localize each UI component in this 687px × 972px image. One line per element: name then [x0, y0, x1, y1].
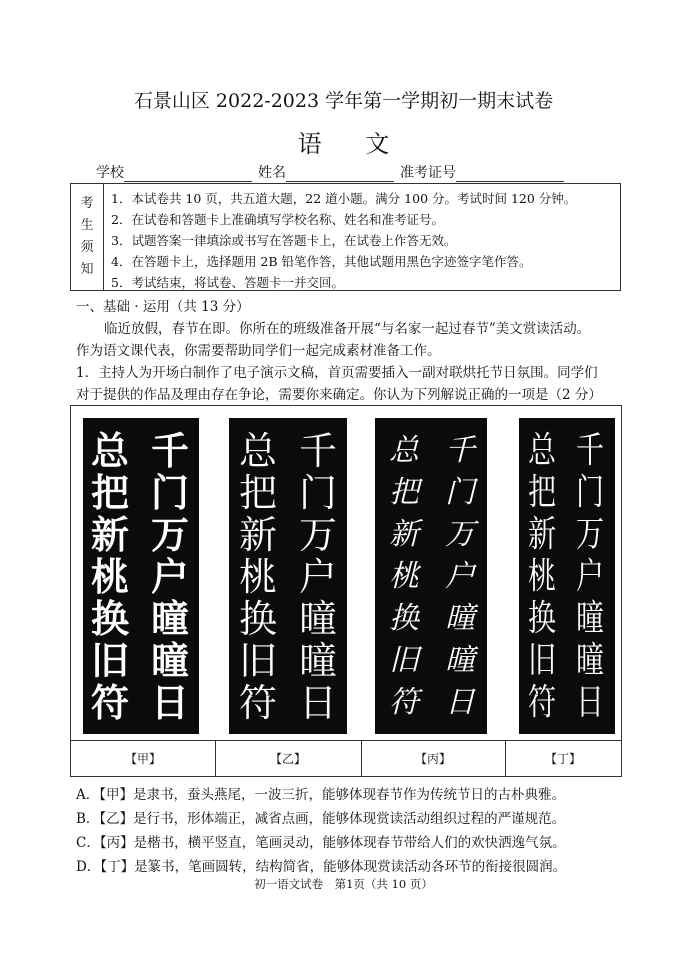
calligraphy-char: 门	[298, 471, 337, 515]
calligraphy-char: 曈	[150, 639, 189, 683]
option-c[interactable]: C．【丙】是楷书，横平竖直，笔画灵动，能够体现春节带给人们的欢快洒逸气氛。	[76, 835, 566, 851]
notice-list	[111, 188, 616, 293]
couplet-lower-line	[381, 430, 427, 724]
calligraphy-char: 桃	[90, 555, 129, 599]
couplet-upper-line	[567, 430, 613, 724]
option-a[interactable]: A．【甲】是隶书，蚕头燕尾，一波三折，能够体现春节作为传统节日的古朴典雅。	[76, 787, 565, 803]
calligraphy-char: 总	[527, 430, 557, 471]
calligraphy-gallery	[70, 405, 622, 777]
calligraphy-char: 户	[150, 555, 189, 599]
page-footer: 初一语文试卷 第1页（共 10 页）	[254, 877, 433, 891]
couplet-panel-yi	[229, 418, 347, 734]
calligraphy-char: 换	[389, 601, 419, 636]
notice-item: 2．在试卷和答题卡上准确填写学校名称、姓名和准考证号。	[111, 212, 444, 227]
question-1-line-2: 对于提供的作品及理由存在争论，需要你来确定。你认为下列解说正确的一项是（2 分）	[76, 387, 602, 403]
caption-row-divider	[71, 740, 621, 741]
calligraphy-char: 曈	[575, 598, 605, 639]
caption-bing: 【丙】	[414, 752, 451, 766]
caption-yi: 【乙】	[269, 752, 306, 766]
couplet-panel-ding	[519, 418, 615, 734]
calligraphy-char: 万	[445, 517, 475, 552]
calligraphy-char: 桃	[389, 559, 419, 594]
calligraphy-char: 万	[298, 513, 337, 557]
notice-item: 3．试题答案一律填涂或书写在答题卡上，在试卷上作答无效。	[111, 233, 457, 248]
school-field[interactable]	[124, 165, 252, 182]
calligraphy-char: 千	[445, 433, 475, 468]
calligraphy-char: 千	[150, 429, 189, 473]
calligraphy-char: 曈	[445, 601, 475, 636]
calligraphy-char: 桃	[238, 555, 277, 599]
calligraphy-char: 户	[575, 556, 605, 597]
intro-line-1: 临近放假，春节在即。你所在的班级准备开展“与名家一起过春节”美文赏读活动。	[104, 321, 591, 337]
couplet-upper-line	[147, 430, 193, 724]
notice-label	[71, 184, 104, 290]
calligraphy-char: 千	[575, 430, 605, 471]
couplet-upper-line	[295, 430, 341, 724]
couplet-panel-bing	[375, 418, 487, 734]
calligraphy-char: 门	[150, 471, 189, 515]
calligraphy-char: 日	[575, 682, 605, 723]
calligraphy-char: 曈	[298, 639, 337, 683]
notice-label-char: 考	[80, 196, 94, 211]
option-d[interactable]: D．【丁】是篆书，笔画圆转，结构简省，能够体现赏读活动各环节的衔接很圆润。	[76, 859, 567, 875]
notice-label-char: 知	[80, 262, 94, 277]
exam-id-field[interactable]	[456, 165, 564, 182]
calligraphy-char: 符	[238, 681, 277, 725]
candidate-info-row	[96, 162, 570, 182]
calligraphy-char: 曈	[575, 640, 605, 681]
calligraphy-char: 门	[575, 472, 605, 513]
name-label: 姓名	[258, 165, 286, 181]
candidate-notice-box	[70, 183, 621, 291]
calligraphy-char: 万	[575, 514, 605, 555]
calligraphy-char: 日	[445, 685, 475, 720]
calligraphy-char: 曈	[150, 597, 189, 641]
calligraphy-char: 新	[527, 514, 557, 555]
intro-line-2: 作为语文课代表，你需要帮助同学们一起完成素材准备工作。	[76, 343, 441, 359]
calligraphy-char: 桃	[527, 556, 557, 597]
couplet-panel-jia	[83, 418, 199, 734]
section-heading: 一、基础 · 运用（共 13 分）	[76, 299, 250, 315]
calligraphy-char: 换	[238, 597, 277, 641]
calligraphy-char: 把	[238, 471, 277, 515]
calligraphy-char: 符	[389, 685, 419, 720]
caption-ding: 【丁】	[544, 752, 581, 766]
calligraphy-char: 换	[527, 598, 557, 639]
notice-item: 5．考试结束，将试卷、答题卡一并交回。	[111, 275, 344, 290]
couplet-upper-line	[437, 430, 483, 724]
exam-title: 石景山区 2022-2023 学年第一学期初一期末试卷	[133, 90, 554, 112]
calligraphy-char: 旧	[389, 643, 419, 678]
calligraphy-char: 总	[90, 429, 129, 473]
notice-label-char: 须	[80, 240, 94, 255]
calligraphy-char: 曈	[445, 643, 475, 678]
couplet-lower-line	[235, 430, 281, 724]
calligraphy-char: 把	[389, 475, 419, 510]
exam-id-label: 准考证号	[400, 165, 456, 181]
calligraphy-char: 把	[90, 471, 129, 515]
calligraphy-char: 户	[445, 559, 475, 594]
calligraphy-char: 日	[150, 681, 189, 725]
calligraphy-char: 总	[238, 429, 277, 473]
name-field[interactable]	[286, 165, 394, 182]
calligraphy-char: 符	[90, 681, 129, 725]
couplet-lower-line	[87, 430, 133, 724]
calligraphy-char: 新	[238, 513, 277, 557]
calligraphy-char: 换	[90, 597, 129, 641]
calligraphy-char: 旧	[90, 639, 129, 683]
calligraphy-char: 符	[527, 682, 557, 723]
calligraphy-char: 把	[527, 472, 557, 513]
option-b[interactable]: B．【乙】是行书，形体端正，减省点画，能够体现赏读活动组织过程的严谨规范。	[76, 811, 566, 827]
subject-title: 语 文	[297, 130, 408, 158]
calligraphy-char: 门	[445, 475, 475, 510]
notice-label-char: 生	[80, 218, 94, 233]
couplet-lower-line	[519, 430, 565, 724]
calligraphy-char: 新	[389, 517, 419, 552]
notice-item: 1．本试卷共 10 页，共五道大题，22 道小题。满分 100 分。考试时间 120 分钟。	[111, 191, 577, 206]
calligraphy-char: 旧	[527, 640, 557, 681]
calligraphy-char: 新	[90, 513, 129, 557]
caption-jia: 【甲】	[124, 752, 161, 766]
calligraphy-char: 曈	[298, 597, 337, 641]
notice-item: 4．在答题卡上，选择题用 2B 铅笔作答，其他试题用黑色字迹签字笔作答。	[111, 254, 532, 269]
calligraphy-char: 旧	[238, 639, 277, 683]
question-1-line-1: 1．主持人为开场白制作了电子演示文稿，首页需要插入一副对联烘托节日氛围。同学们	[76, 365, 598, 381]
calligraphy-char: 户	[298, 555, 337, 599]
calligraphy-char: 总	[389, 433, 419, 468]
calligraphy-char: 千	[298, 429, 337, 473]
calligraphy-char: 万	[150, 513, 189, 557]
school-label: 学校	[96, 165, 124, 181]
calligraphy-char: 日	[298, 681, 337, 725]
